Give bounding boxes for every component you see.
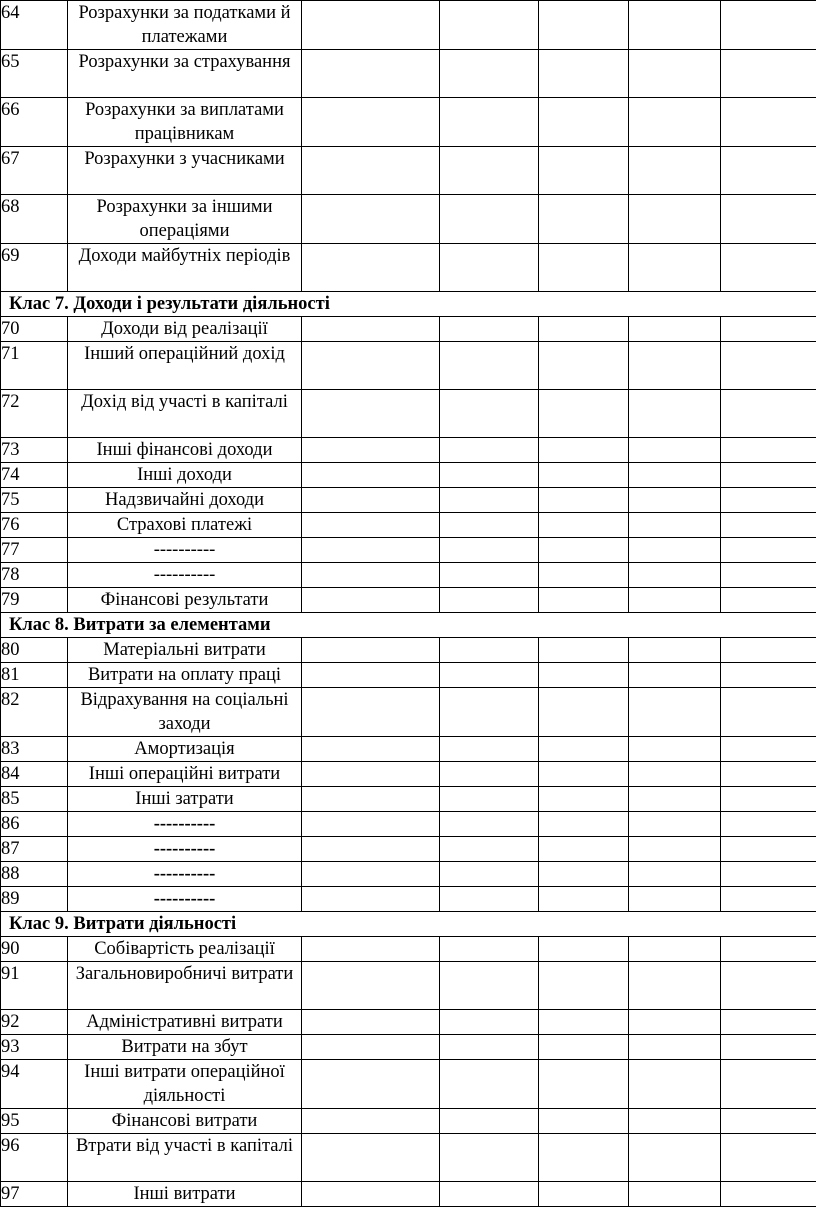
account-name-cell: Інші операційні витрати bbox=[68, 762, 302, 787]
account-code-cell: 94 bbox=[1, 1060, 68, 1109]
empty-cell bbox=[302, 563, 440, 588]
empty-cell bbox=[440, 1, 539, 50]
account-code-cell: 93 bbox=[1, 1035, 68, 1060]
empty-cell bbox=[721, 663, 816, 688]
account-row bbox=[1, 1035, 816, 1060]
empty-cell bbox=[629, 1109, 721, 1134]
account-name-cell: Розрахунки за виплатами працівникам bbox=[68, 98, 302, 147]
account-code-cell: 83 bbox=[1, 737, 68, 762]
empty-cell bbox=[302, 1134, 440, 1182]
empty-cell bbox=[440, 488, 539, 513]
account-name-cell: Собівартість реалізації bbox=[68, 937, 302, 962]
empty-cell bbox=[539, 1060, 629, 1109]
account-row bbox=[1, 1109, 816, 1134]
empty-cell bbox=[539, 342, 629, 390]
account-row bbox=[1, 737, 816, 762]
account-row bbox=[1, 638, 816, 663]
empty-cell bbox=[302, 463, 440, 488]
empty-cell bbox=[539, 147, 629, 195]
account-code-cell: 78 bbox=[1, 563, 68, 588]
empty-cell bbox=[440, 1010, 539, 1035]
account-name-cell: ---------- bbox=[68, 538, 302, 563]
empty-cell bbox=[629, 342, 721, 390]
account-code-cell: 73 bbox=[1, 438, 68, 463]
empty-cell bbox=[629, 390, 721, 438]
empty-cell bbox=[721, 937, 816, 962]
empty-cell bbox=[440, 463, 539, 488]
empty-cell bbox=[539, 962, 629, 1010]
empty-cell bbox=[721, 488, 816, 513]
account-code-cell: 74 bbox=[1, 463, 68, 488]
empty-cell bbox=[721, 1, 816, 50]
empty-cell bbox=[539, 244, 629, 292]
account-name-cell: Інші доходи bbox=[68, 463, 302, 488]
empty-cell bbox=[629, 1182, 721, 1207]
empty-cell bbox=[539, 563, 629, 588]
account-name-cell: Доходи майбутніх періодів bbox=[68, 244, 302, 292]
empty-cell bbox=[539, 390, 629, 438]
account-name-cell: ---------- bbox=[68, 812, 302, 837]
empty-cell bbox=[302, 1, 440, 50]
account-code-cell: 88 bbox=[1, 862, 68, 887]
empty-cell bbox=[440, 342, 539, 390]
class-header-label: Клас 7. Доходи і результати діяльності bbox=[1, 292, 816, 317]
empty-cell bbox=[629, 438, 721, 463]
empty-cell bbox=[302, 488, 440, 513]
empty-cell bbox=[629, 1, 721, 50]
empty-cell bbox=[440, 1035, 539, 1060]
empty-cell bbox=[629, 463, 721, 488]
account-row bbox=[1, 463, 816, 488]
empty-cell bbox=[302, 837, 440, 862]
empty-cell bbox=[629, 638, 721, 663]
empty-cell bbox=[721, 812, 816, 837]
empty-cell bbox=[721, 688, 816, 737]
empty-cell bbox=[440, 1060, 539, 1109]
account-row bbox=[1, 342, 816, 390]
account-code-cell: 86 bbox=[1, 812, 68, 837]
account-name-cell: Інший операційний дохід bbox=[68, 342, 302, 390]
empty-cell bbox=[440, 812, 539, 837]
empty-cell bbox=[721, 588, 816, 613]
account-name-cell: Інші витрати bbox=[68, 1182, 302, 1207]
empty-cell bbox=[629, 244, 721, 292]
empty-cell bbox=[721, 244, 816, 292]
empty-cell bbox=[629, 762, 721, 787]
empty-cell bbox=[629, 563, 721, 588]
account-row bbox=[1, 663, 816, 688]
account-row bbox=[1, 195, 816, 244]
empty-cell bbox=[440, 98, 539, 147]
account-name-cell: Фінансові результати bbox=[68, 588, 302, 613]
empty-cell bbox=[721, 837, 816, 862]
account-code-cell: 85 bbox=[1, 787, 68, 812]
empty-cell bbox=[721, 563, 816, 588]
empty-cell bbox=[539, 1134, 629, 1182]
empty-cell bbox=[721, 1060, 816, 1109]
class-header-row bbox=[1, 292, 816, 317]
empty-cell bbox=[721, 762, 816, 787]
account-name-cell: ---------- bbox=[68, 837, 302, 862]
empty-cell bbox=[539, 195, 629, 244]
account-code-cell: 87 bbox=[1, 837, 68, 862]
empty-cell bbox=[539, 887, 629, 912]
account-code-cell: 72 bbox=[1, 390, 68, 438]
account-row bbox=[1, 488, 816, 513]
empty-cell bbox=[302, 538, 440, 563]
account-row bbox=[1, 937, 816, 962]
empty-cell bbox=[629, 962, 721, 1010]
empty-cell bbox=[629, 488, 721, 513]
account-code-cell: 82 bbox=[1, 688, 68, 737]
empty-cell bbox=[539, 663, 629, 688]
account-row bbox=[1, 1060, 816, 1109]
empty-cell bbox=[302, 342, 440, 390]
empty-cell bbox=[629, 538, 721, 563]
empty-cell bbox=[539, 50, 629, 98]
empty-cell bbox=[539, 688, 629, 737]
empty-cell bbox=[539, 588, 629, 613]
account-row bbox=[1, 513, 816, 538]
account-code-cell: 76 bbox=[1, 513, 68, 538]
account-row bbox=[1, 787, 816, 812]
account-code-cell: 68 bbox=[1, 195, 68, 244]
empty-cell bbox=[302, 638, 440, 663]
account-row bbox=[1, 1134, 816, 1182]
account-row bbox=[1, 1010, 816, 1035]
empty-cell bbox=[302, 937, 440, 962]
empty-cell bbox=[629, 1134, 721, 1182]
empty-cell bbox=[302, 244, 440, 292]
empty-cell bbox=[629, 588, 721, 613]
class-header-label: Клас 9. Витрати діяльності bbox=[1, 912, 816, 937]
empty-cell bbox=[440, 563, 539, 588]
empty-cell bbox=[440, 513, 539, 538]
empty-cell bbox=[440, 244, 539, 292]
empty-cell bbox=[539, 937, 629, 962]
empty-cell bbox=[302, 812, 440, 837]
empty-cell bbox=[539, 1109, 629, 1134]
empty-cell bbox=[721, 98, 816, 147]
empty-cell bbox=[629, 50, 721, 98]
empty-cell bbox=[629, 663, 721, 688]
empty-cell bbox=[302, 1010, 440, 1035]
empty-cell bbox=[302, 147, 440, 195]
empty-cell bbox=[302, 1060, 440, 1109]
account-name-cell: Надзвичайні доходи bbox=[68, 488, 302, 513]
account-code-cell: 67 bbox=[1, 147, 68, 195]
empty-cell bbox=[302, 513, 440, 538]
empty-cell bbox=[302, 1035, 440, 1060]
empty-cell bbox=[539, 317, 629, 342]
account-name-cell: Відрахування на соціальні заходи bbox=[68, 688, 302, 737]
empty-cell bbox=[440, 50, 539, 98]
account-name-cell: ---------- bbox=[68, 563, 302, 588]
empty-cell bbox=[539, 538, 629, 563]
account-code-cell: 97 bbox=[1, 1182, 68, 1207]
empty-cell bbox=[721, 962, 816, 1010]
empty-cell bbox=[721, 195, 816, 244]
account-name-cell: Доходи від реалізації bbox=[68, 317, 302, 342]
empty-cell bbox=[539, 438, 629, 463]
empty-cell bbox=[539, 787, 629, 812]
empty-cell bbox=[721, 1182, 816, 1207]
empty-cell bbox=[721, 1010, 816, 1035]
empty-cell bbox=[302, 438, 440, 463]
empty-cell bbox=[302, 195, 440, 244]
account-row bbox=[1, 762, 816, 787]
empty-cell bbox=[721, 390, 816, 438]
empty-cell bbox=[440, 887, 539, 912]
empty-cell bbox=[629, 787, 721, 812]
empty-cell bbox=[302, 50, 440, 98]
empty-cell bbox=[721, 538, 816, 563]
account-name-cell: Страхові платежі bbox=[68, 513, 302, 538]
account-name-cell: ---------- bbox=[68, 887, 302, 912]
account-row bbox=[1, 688, 816, 737]
empty-cell bbox=[302, 737, 440, 762]
account-code-cell: 70 bbox=[1, 317, 68, 342]
empty-cell bbox=[302, 962, 440, 1010]
empty-cell bbox=[629, 513, 721, 538]
account-row bbox=[1, 812, 816, 837]
empty-cell bbox=[440, 837, 539, 862]
account-name-cell: Витрати на збут bbox=[68, 1035, 302, 1060]
account-code-cell: 77 bbox=[1, 538, 68, 563]
account-row bbox=[1, 438, 816, 463]
account-row bbox=[1, 50, 816, 98]
empty-cell bbox=[629, 837, 721, 862]
account-row bbox=[1, 962, 816, 1010]
account-row bbox=[1, 588, 816, 613]
empty-cell bbox=[539, 488, 629, 513]
empty-cell bbox=[440, 1134, 539, 1182]
empty-cell bbox=[440, 962, 539, 1010]
account-name-cell: Фінансові витрати bbox=[68, 1109, 302, 1134]
account-code-cell: 91 bbox=[1, 962, 68, 1010]
empty-cell bbox=[539, 513, 629, 538]
empty-cell bbox=[721, 1134, 816, 1182]
account-name-cell: Амортизація bbox=[68, 737, 302, 762]
account-row bbox=[1, 887, 816, 912]
empty-cell bbox=[440, 390, 539, 438]
account-code-cell: 66 bbox=[1, 98, 68, 147]
account-code-cell: 89 bbox=[1, 887, 68, 912]
account-row bbox=[1, 837, 816, 862]
account-code-cell: 96 bbox=[1, 1134, 68, 1182]
empty-cell bbox=[629, 195, 721, 244]
empty-cell bbox=[440, 762, 539, 787]
empty-cell bbox=[721, 1109, 816, 1134]
empty-cell bbox=[302, 787, 440, 812]
account-row bbox=[1, 1, 816, 50]
empty-cell bbox=[302, 1182, 440, 1207]
account-name-cell: Дохід від участі в капіталі bbox=[68, 390, 302, 438]
account-name-cell: Інші витрати операційної діяльності bbox=[68, 1060, 302, 1109]
account-code-cell: 64 bbox=[1, 1, 68, 50]
empty-cell bbox=[721, 887, 816, 912]
empty-cell bbox=[629, 147, 721, 195]
account-code-cell: 75 bbox=[1, 488, 68, 513]
empty-cell bbox=[721, 787, 816, 812]
empty-cell bbox=[440, 937, 539, 962]
account-code-cell: 65 bbox=[1, 50, 68, 98]
account-row bbox=[1, 862, 816, 887]
empty-cell bbox=[539, 638, 629, 663]
empty-cell bbox=[440, 538, 539, 563]
account-code-cell: 84 bbox=[1, 762, 68, 787]
account-row bbox=[1, 147, 816, 195]
empty-cell bbox=[440, 317, 539, 342]
table-body bbox=[1, 1, 816, 1207]
empty-cell bbox=[539, 812, 629, 837]
account-name-cell: Матеріальні витрати bbox=[68, 638, 302, 663]
account-name-cell: Витрати на оплату праці bbox=[68, 663, 302, 688]
empty-cell bbox=[440, 663, 539, 688]
empty-cell bbox=[539, 737, 629, 762]
empty-cell bbox=[302, 588, 440, 613]
empty-cell bbox=[440, 1182, 539, 1207]
empty-cell bbox=[721, 862, 816, 887]
empty-cell bbox=[629, 737, 721, 762]
account-name-cell: Розрахунки за податками й платежами bbox=[68, 1, 302, 50]
empty-cell bbox=[629, 688, 721, 737]
empty-cell bbox=[440, 588, 539, 613]
account-row bbox=[1, 244, 816, 292]
account-code-cell: 71 bbox=[1, 342, 68, 390]
account-code-cell: 80 bbox=[1, 638, 68, 663]
empty-cell bbox=[302, 862, 440, 887]
account-code-cell: 92 bbox=[1, 1010, 68, 1035]
empty-cell bbox=[302, 1109, 440, 1134]
empty-cell bbox=[539, 1010, 629, 1035]
empty-cell bbox=[302, 98, 440, 147]
account-name-cell: ---------- bbox=[68, 862, 302, 887]
account-name-cell: Загальновиробничі витрати bbox=[68, 962, 302, 1010]
empty-cell bbox=[721, 513, 816, 538]
class-header-row bbox=[1, 912, 816, 937]
account-name-cell: Розрахунки за страхування bbox=[68, 50, 302, 98]
empty-cell bbox=[440, 787, 539, 812]
empty-cell bbox=[302, 762, 440, 787]
empty-cell bbox=[721, 50, 816, 98]
account-code-cell: 79 bbox=[1, 588, 68, 613]
account-row bbox=[1, 538, 816, 563]
empty-cell bbox=[302, 663, 440, 688]
empty-cell bbox=[721, 317, 816, 342]
empty-cell bbox=[721, 438, 816, 463]
empty-cell bbox=[629, 1010, 721, 1035]
empty-cell bbox=[629, 98, 721, 147]
empty-cell bbox=[539, 862, 629, 887]
empty-cell bbox=[539, 1, 629, 50]
empty-cell bbox=[629, 1035, 721, 1060]
account-name-cell: Розрахунки за іншими операціями bbox=[68, 195, 302, 244]
class-header-row bbox=[1, 613, 816, 638]
account-code-cell: 81 bbox=[1, 663, 68, 688]
empty-cell bbox=[629, 937, 721, 962]
empty-cell bbox=[721, 638, 816, 663]
empty-cell bbox=[539, 1182, 629, 1207]
account-name-cell: Інші фінансові доходи bbox=[68, 438, 302, 463]
account-code-cell: 95 bbox=[1, 1109, 68, 1134]
class-header-label: Клас 8. Витрати за елементами bbox=[1, 613, 816, 638]
empty-cell bbox=[721, 463, 816, 488]
account-name-cell: Адміністративні витрати bbox=[68, 1010, 302, 1035]
empty-cell bbox=[721, 342, 816, 390]
empty-cell bbox=[440, 1109, 539, 1134]
empty-cell bbox=[440, 638, 539, 663]
account-name-cell: Розрахунки з учасниками bbox=[68, 147, 302, 195]
account-code-cell: 69 bbox=[1, 244, 68, 292]
account-row bbox=[1, 98, 816, 147]
empty-cell bbox=[721, 147, 816, 195]
empty-cell bbox=[539, 463, 629, 488]
empty-cell bbox=[629, 887, 721, 912]
empty-cell bbox=[440, 195, 539, 244]
account-name-cell: Втрати від участі в капіталі bbox=[68, 1134, 302, 1182]
account-row bbox=[1, 563, 816, 588]
empty-cell bbox=[721, 737, 816, 762]
empty-cell bbox=[539, 837, 629, 862]
empty-cell bbox=[539, 98, 629, 147]
empty-cell bbox=[302, 887, 440, 912]
empty-cell bbox=[629, 812, 721, 837]
account-name-cell: Інші затрати bbox=[68, 787, 302, 812]
empty-cell bbox=[539, 1035, 629, 1060]
empty-cell bbox=[440, 737, 539, 762]
empty-cell bbox=[629, 862, 721, 887]
account-code-cell: 90 bbox=[1, 937, 68, 962]
empty-cell bbox=[721, 1035, 816, 1060]
empty-cell bbox=[629, 1060, 721, 1109]
account-row bbox=[1, 390, 816, 438]
empty-cell bbox=[302, 317, 440, 342]
empty-cell bbox=[302, 688, 440, 737]
empty-cell bbox=[539, 762, 629, 787]
account-row bbox=[1, 317, 816, 342]
empty-cell bbox=[440, 862, 539, 887]
empty-cell bbox=[629, 317, 721, 342]
account-row bbox=[1, 1182, 816, 1207]
empty-cell bbox=[440, 438, 539, 463]
empty-cell bbox=[440, 147, 539, 195]
empty-cell bbox=[302, 390, 440, 438]
empty-cell bbox=[440, 688, 539, 737]
